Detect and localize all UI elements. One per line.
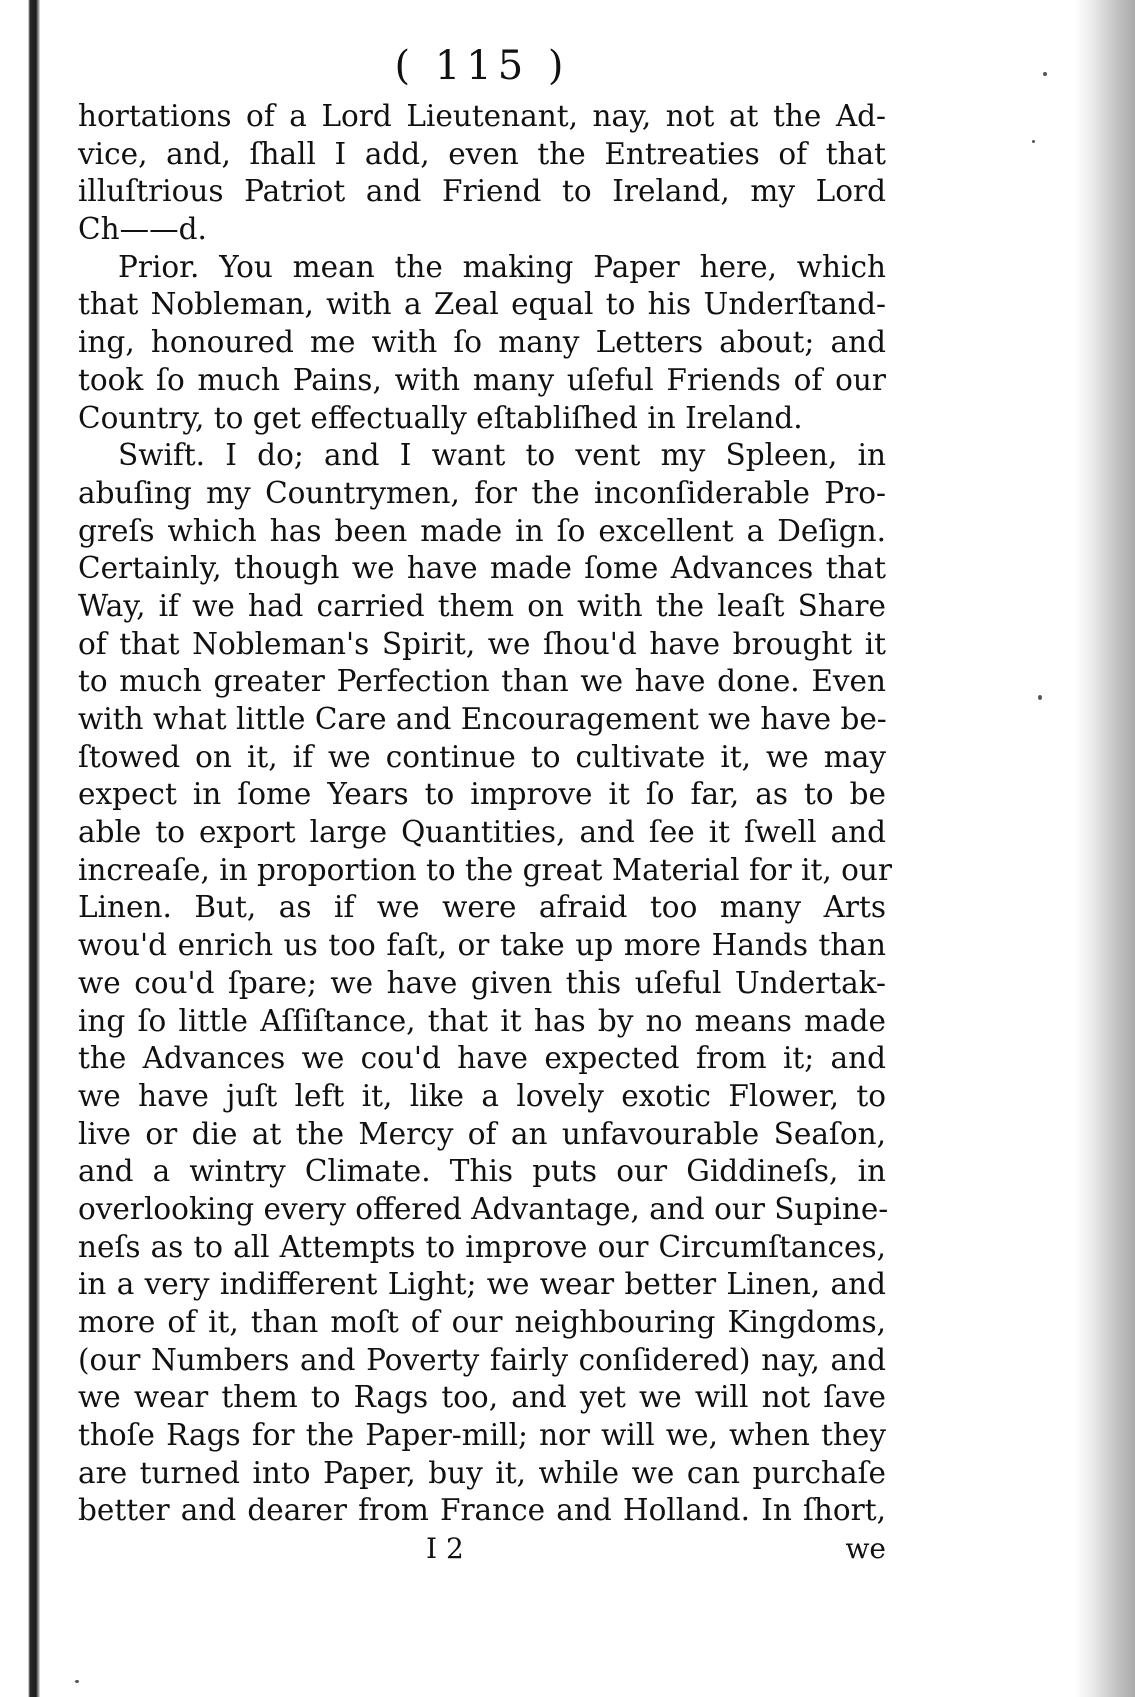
text-line: Certainly, though we have made ſome Advances that xyxy=(78,551,886,586)
text-line: greſs which has been made in ſo excellent a Deſign. xyxy=(78,513,886,548)
text-line: better and dearer from France and Holland. In ſhort, xyxy=(78,1493,886,1528)
text-line: overlooking every offered Advantage, and our Supine- xyxy=(78,1191,889,1226)
page-number: ( 115 ) xyxy=(394,43,570,89)
ink-speck xyxy=(75,1680,79,1683)
body-text xyxy=(78,98,893,1530)
text-line: (our Numbers and Poverty fairly conſidered) nay, and xyxy=(78,1342,886,1377)
text-line: hortations of a Lord Lieutenant, nay, not at the Ad- xyxy=(78,99,886,133)
text-line: Ch——d. xyxy=(78,212,207,247)
text-line: to much greater Perfection than we have done. Even xyxy=(78,664,886,699)
text-line: with what little Care and Encouragement we have be- xyxy=(78,702,887,736)
text-line-speaker-swift: Swift. I do; and I want to vent my Spleen, in xyxy=(118,438,886,473)
text-line: illuſtrious Patriot and Friend to Ireland, my Lord xyxy=(78,174,886,209)
text-line: ſtowed on it, if we continue to cultivate it, we may xyxy=(78,739,886,774)
book-gutter-shadow xyxy=(0,0,40,1697)
text-line: the Advances we cou'd have expected from it; and xyxy=(78,1041,886,1076)
text-line: in a very indifferent Light; we wear better Linen, and xyxy=(78,1267,886,1302)
text-line: Country, to get effectually eſtabliſhed in Ireland. xyxy=(78,400,803,435)
text-line: thoſe Rags for the Paper-mill; nor will we, when they xyxy=(78,1418,886,1453)
text-line: Linen. But, as if we were afraid too many Arts xyxy=(78,890,886,925)
text-line: more of it, than moſt of our neighbouring Kingdoms, xyxy=(78,1305,886,1339)
ink-speck xyxy=(1032,140,1035,143)
text-line: took ſo much Pains, with many uſeful Friends of our xyxy=(78,362,886,397)
text-line: we cou'd ſpare; we have given this uſeful Undertak- xyxy=(78,965,886,1000)
ink-speck xyxy=(1043,72,1047,76)
text-line: are turned into Paper, buy it, while we can purchaſe xyxy=(78,1455,886,1490)
catchword: we xyxy=(845,1532,886,1566)
text-line: we wear them to Rags too, and yet we will not ſave xyxy=(78,1380,886,1415)
text-line: live or die at the Mercy of an unfavourable Seaſon, xyxy=(78,1116,886,1151)
text-line: vice, and, ſhall I add, even the Entreaties of that xyxy=(78,136,886,171)
text-line: we have juſt left it, like a lovely exotic Flower, to xyxy=(78,1078,886,1113)
text-line: of that Nobleman's Spirit, we ſhou'd have brought it xyxy=(78,626,886,661)
ink-speck xyxy=(1038,695,1042,700)
text-line: ing, honoured me with ſo many Letters about; and xyxy=(78,325,886,360)
page-footer xyxy=(78,1532,886,1572)
text-line: abuſing my Countrymen, for the inconſiderable Pro- xyxy=(78,475,886,510)
text-line: ing ſo little Aſſiſtance, that it has by no means made xyxy=(78,1003,886,1038)
book-page xyxy=(78,40,893,1572)
text-line: Way, if we had carried them on with the leaſt Share xyxy=(78,588,886,623)
text-line: expect in ſome Years to improve it ſo far, as to be xyxy=(78,777,886,812)
page-edge-shadow xyxy=(1075,0,1135,1697)
text-line: neſs as to all Attempts to improve our Circumſtances, xyxy=(78,1229,886,1264)
text-line: able to export large Quantities, and ſee it ſwell and xyxy=(78,815,886,850)
text-line: increaſe, in proportion to the great Material for it, our xyxy=(78,852,893,887)
text-line-speaker-prior: Prior. You mean the making Paper here, which xyxy=(118,249,886,284)
text-line: and a wintry Climate. This puts our Giddineſs, in xyxy=(78,1154,886,1189)
signature-mark: I 2 xyxy=(426,1532,464,1566)
text-line: wou'd enrich us too faſt, or take up more Hands than xyxy=(78,928,886,963)
text-line: that Nobleman, with a Zeal equal to his Underſtand- xyxy=(78,287,886,322)
